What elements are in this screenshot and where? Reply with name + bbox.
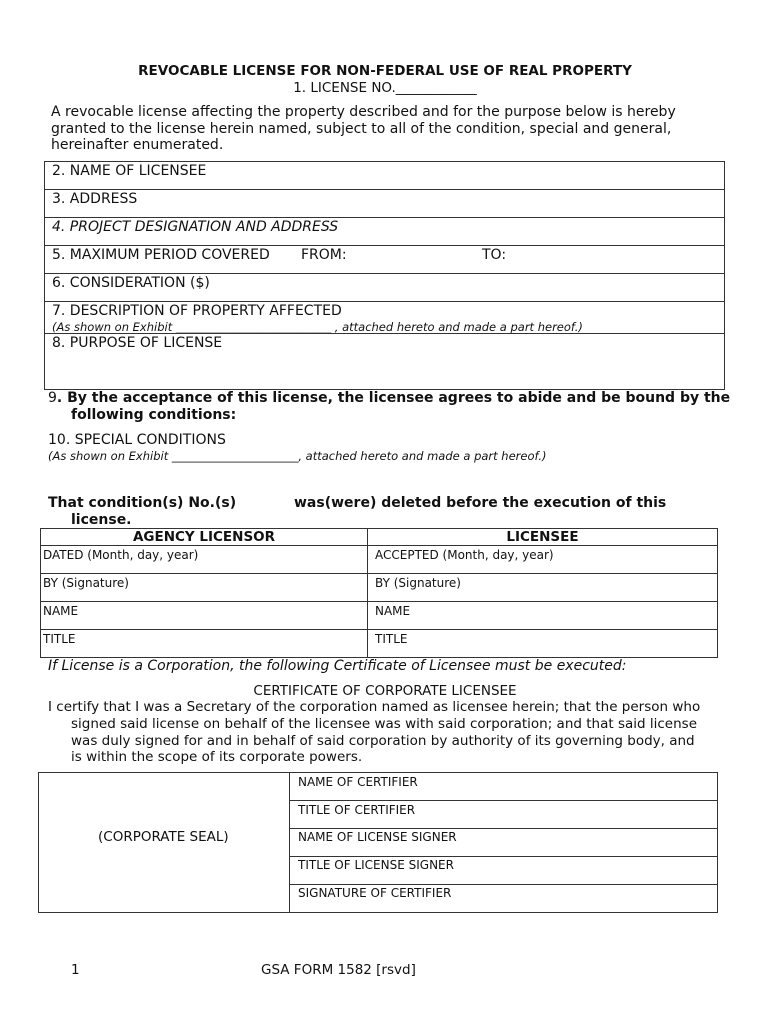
acceptance-text: . By the acceptance of this license, the licensee agrees to abide and be bound by the <box>56 390 731 406</box>
signature-table <box>40 528 718 658</box>
licensee-name-field[interactable] <box>44 161 725 190</box>
agency-licensor-header: AGENCY LICENSOR <box>41 529 368 546</box>
form-number: GSA FORM 1582 [rsvd] <box>261 962 416 978</box>
document-title: REVOCABLE LICENSE FOR NON-FEDERAL USE OF REAL PROPERTY <box>138 63 632 79</box>
special-conditions-note: (As shown on Exhibit ______________________, attached hereto and made a part hereof.) <box>48 449 547 463</box>
licensee-name-sig-field[interactable] <box>368 602 718 630</box>
certificate-line-3: was duly signed for and in behalf of said corporation by authority of its governing body, and <box>71 733 695 749</box>
cert-row-divider-2 <box>289 828 718 829</box>
agency-by-label: BY (Signature) <box>43 576 129 590</box>
certifier-name-field[interactable]: NAME OF CERTIFIER <box>298 775 418 789</box>
corporation-note: If License is a Corporation, the following Certificate of Licensee must be executed: <box>48 658 627 674</box>
deleted-conditions-part2: was(were) deleted before the execution of this <box>294 495 667 511</box>
certificate-line-2: signed said license on behalf of the licensee was with said corporation; and that said license <box>71 716 697 732</box>
special-conditions-label: 10. SPECIAL CONDITIONS <box>48 432 226 448</box>
acceptance-number: 9 <box>48 390 57 406</box>
licensee-accepted-label: ACCEPTED (Month, day, year) <box>375 548 554 562</box>
licensee-accepted-field[interactable] <box>368 546 718 574</box>
license-number-field[interactable]: 1. LICENSE NO.____________ <box>293 80 477 96</box>
acceptance-line-1 <box>48 390 730 406</box>
deleted-conditions-part1: That condition(s) No.(s) <box>48 495 237 511</box>
description-note: (As shown on Exhibit ___________________________ , attached hereto and made a part hereof.) <box>52 320 583 334</box>
agency-dated-label: DATED (Month, day, year) <box>43 548 199 562</box>
acceptance-line-2: following conditions: <box>71 407 237 423</box>
certifier-title-field[interactable]: TITLE OF CERTIFIER <box>298 803 416 817</box>
corporate-seal-area: (CORPORATE SEAL) <box>98 829 229 845</box>
purpose-field[interactable] <box>44 333 725 390</box>
certificate-divider <box>289 772 290 913</box>
licensee-name-label: 2. NAME OF LICENSEE <box>52 163 207 179</box>
certificate-line-4: is within the scope of its corporate powers. <box>71 749 363 765</box>
licensee-title-field[interactable] <box>368 630 718 658</box>
cert-row-divider-1 <box>289 800 718 801</box>
cert-row-divider-4 <box>289 884 718 885</box>
page-number: 1 <box>71 962 80 978</box>
licensee-name-sig-label: NAME <box>375 604 411 618</box>
licensee-title-label: TITLE <box>375 632 408 646</box>
agency-by-field[interactable] <box>41 574 368 602</box>
period-to-label: TO: <box>482 247 507 263</box>
consideration-field[interactable] <box>44 273 725 302</box>
agency-name-field[interactable] <box>41 602 368 630</box>
agency-dated-field[interactable] <box>41 546 368 574</box>
licensee-by-field[interactable] <box>368 574 718 602</box>
purpose-label: 8. PURPOSE OF LICENSE <box>52 335 223 351</box>
consideration-label: 6. CONSIDERATION ($) <box>52 275 210 291</box>
licensee-by-label: BY (Signature) <box>375 576 461 590</box>
project-label: 4. PROJECT DESIGNATION AND ADDRESS <box>52 219 339 235</box>
certificate-title: CERTIFICATE OF CORPORATE LICENSEE <box>253 683 517 699</box>
address-label: 3. ADDRESS <box>52 191 138 207</box>
description-label: 7. DESCRIPTION OF PROPERTY AFFECTED <box>52 303 342 319</box>
agency-name-label: NAME <box>43 604 79 618</box>
address-field[interactable] <box>44 189 725 218</box>
cert-row-divider-3 <box>289 856 718 857</box>
period-from-label: FROM: <box>301 247 347 263</box>
licensee-header: LICENSEE <box>368 529 718 546</box>
period-label: 5. MAXIMUM PERIOD COVERED <box>52 247 270 263</box>
signer-title-field[interactable]: TITLE OF LICENSE SIGNER <box>298 858 454 872</box>
description-field[interactable] <box>44 301 725 334</box>
period-field[interactable] <box>44 245 725 274</box>
project-field[interactable] <box>44 217 725 246</box>
certificate-line-1: I certify that I was a Secretary of the corporation named as licensee herein; that the person who <box>48 699 701 715</box>
deleted-conditions-part3: license. <box>71 512 132 528</box>
intro-paragraph: A revocable license affecting the property described and for the purpose below is hereby granted to the license herein named, subject to all of the condition, special and general, hereinafter enumerated. <box>51 104 676 153</box>
agency-title-field[interactable] <box>41 630 368 658</box>
certifier-signature-field[interactable]: SIGNATURE OF CERTIFIER <box>298 886 452 900</box>
signer-name-field[interactable]: NAME OF LICENSE SIGNER <box>298 830 457 844</box>
agency-title-label: TITLE <box>43 632 76 646</box>
